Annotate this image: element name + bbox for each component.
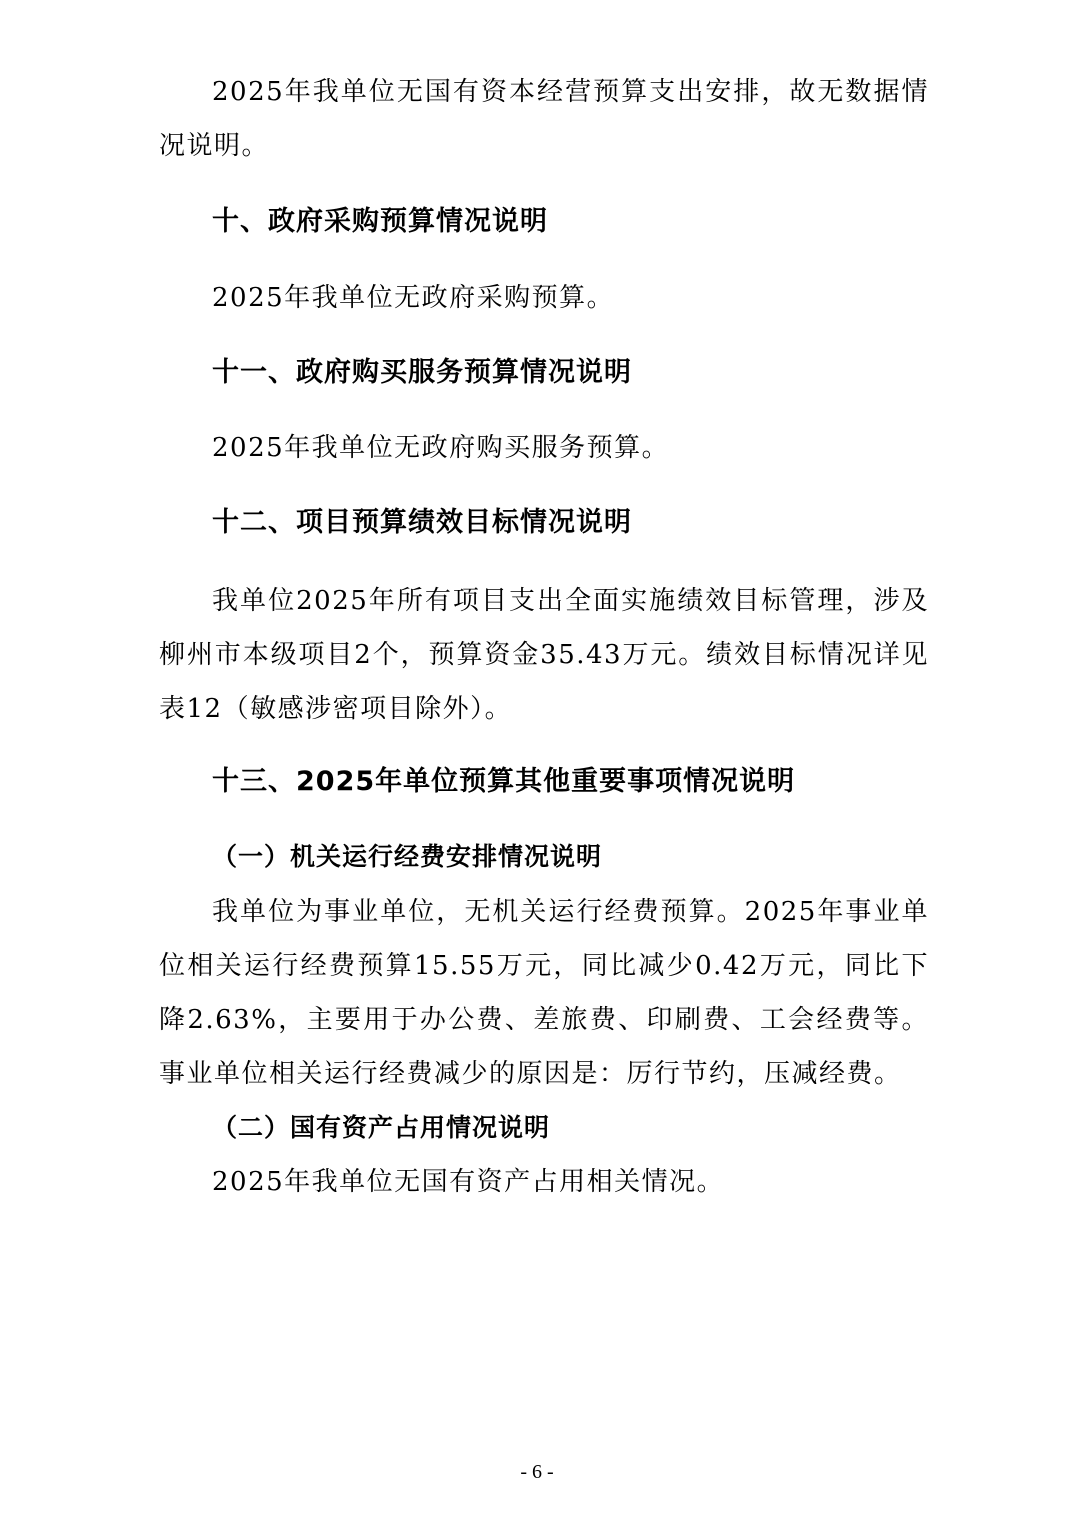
paragraph-state-capital-budget: 2025年我单位无国有资本经营预算支出安排，故无数据情况说明。 (159, 77, 929, 161)
paragraph-government-purchase-services: 2025年我单位无政府购买服务预算。 (212, 433, 670, 463)
heading-performance-targets: 十二、项目预算绩效目标情况说明 (212, 507, 632, 538)
paragraph-government-procurement: 2025年我单位无政府采购预算。 (212, 283, 615, 313)
page-number: - 6 - (520, 1461, 554, 1483)
paragraph-operating-expenses: 我单位为事业单位，无机关运行经费预算。2025年事业单位相关运行经费预算15.55万元，同比减少0.42万元，同比下降2.63%，主要用于办公费、差旅费、印刷费、工会经费等。事业单位相关运行经费减少的原因是：厉行节约，压减经费。 (159, 897, 929, 1089)
subheading-state-assets: （二）国有资产占用情况说明 (212, 1113, 551, 1142)
heading-government-procurement: 十、政府采购预算情况说明 (212, 206, 548, 237)
subheading-operating-expenses: （一）机关运行经费安排情况说明 (212, 842, 603, 871)
paragraph-performance-targets: 我单位2025年所有项目支出全面实施绩效目标管理，涉及柳州市本级项目2个，预算资金35.43万元。绩效目标情况详见表12（敏感涉密项目除外）。 (159, 586, 929, 724)
paragraph-state-assets: 2025年我单位无国有资产占用相关情况。 (212, 1167, 725, 1197)
heading-government-purchase-services: 十一、政府购买服务预算情况说明 (212, 357, 632, 388)
heading-other-important-matters: 十三、2025年单位预算其他重要事项情况说明 (212, 766, 796, 797)
